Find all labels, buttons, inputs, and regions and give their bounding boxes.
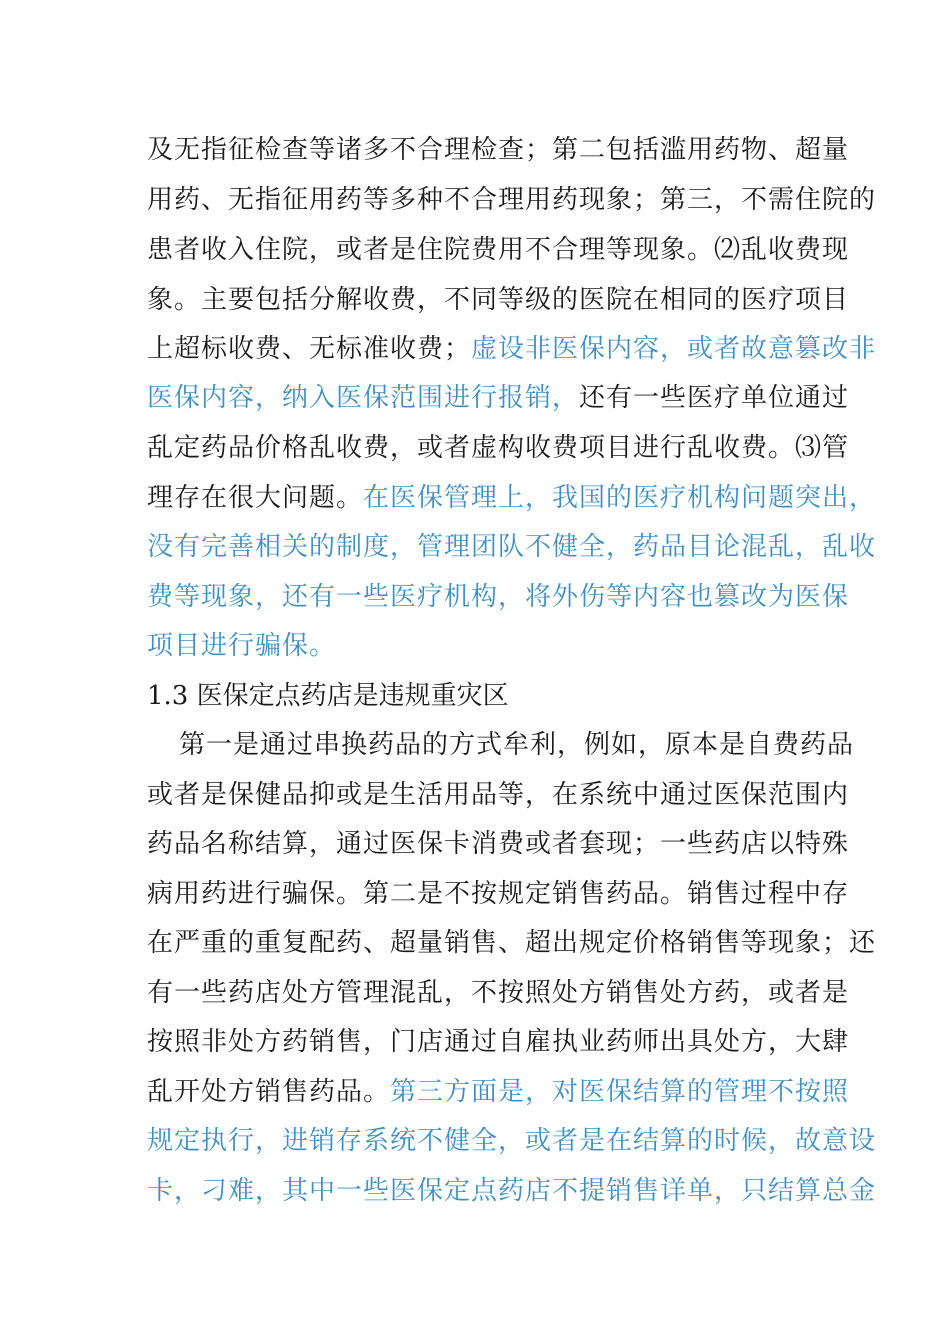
text-segment: 用药、无指征用药等多种不合理用药现象；第三，不需住院的 [147, 185, 877, 215]
highlighted-text-segment: 在医保管理上，我国的医疗机构问题突出， [363, 483, 877, 513]
text-line-19 [147, 1017, 850, 1067]
text-segment: 乱定药品价格乱收费，或者虚构收费项目进行乱收费。⑶管 [147, 433, 850, 463]
text-line-9 [147, 522, 877, 572]
text-segment: 在严重的重复配药、超量销售、超出规定价格销售等现象；还 [147, 928, 877, 958]
text-line-1 [147, 125, 850, 175]
text-line-17 [147, 918, 877, 968]
text-line-18 [147, 968, 850, 1018]
text-segment: 或者是保健品抑或是生活用品等，在系统中通过医保范围内 [147, 780, 850, 810]
highlighted-text-segment: 卡，刁难，其中一些医保定点药店不提销售详单，只结算总金 [147, 1176, 877, 1206]
highlighted-text-segment: 第三方面是，对医保结算的管理不按照 [390, 1077, 850, 1107]
section-heading-text: 1.3 医保定点药店是违规重灾区 [147, 681, 509, 711]
highlighted-text-segment: 规定执行，进销存系统不健全，或者是在结算的时候，故意设 [147, 1126, 877, 1156]
text-segment: 象。主要包括分解收费，不同等级的医院在相同的医疗项目 [147, 285, 850, 315]
text-line-22 [147, 1166, 877, 1216]
text-segment: 药品名称结算，通过医保卡消费或者套现；一些药店以特殊 [147, 829, 850, 859]
text-segment: 病用药进行骗保。第二是不按规定销售药品。销售过程中存 [147, 879, 850, 909]
text-line-6 [147, 373, 850, 423]
text-segment: 还有一些医疗单位通过 [579, 383, 850, 413]
text-line-20 [147, 1067, 850, 1117]
text-segment: 乱开处方销售药品。 [147, 1077, 391, 1107]
text-segment: 及无指征检查等诸多不合理检查；第二包括滥用药物、超量 [147, 135, 850, 165]
text-line-7 [147, 423, 850, 473]
text-line-10 [147, 572, 850, 622]
highlighted-text-segment: 项目进行骗保。 [147, 631, 337, 661]
text-line-21 [147, 1116, 877, 1166]
text-line-2 [147, 175, 877, 225]
text-line-4 [147, 275, 850, 325]
text-line-11 [147, 621, 807, 671]
highlighted-text-segment: 医保内容，纳入医保范围进行报销， [147, 383, 580, 413]
text-line-16 [147, 869, 850, 919]
text-segment: 按照非处方药销售，门店通过自雇执业药师出具处方，大肆 [147, 1027, 850, 1057]
text-line-5 [147, 324, 877, 374]
highlighted-text-segment: 费等现象，还有一些医疗机构，将外伤等内容也篡改为医保 [147, 582, 850, 612]
text-line-14 [147, 770, 850, 820]
text-segment: 理存在很大问题。 [147, 483, 364, 513]
text-segment: 有一些药店处方管理混乱，不按照处方销售处方药，或者是 [147, 978, 850, 1008]
text-segment: 上超标收费、无标准收费； [147, 334, 472, 364]
text-line-3 [147, 225, 850, 275]
section-heading [147, 671, 807, 721]
text-segment: 第一是通过串换药品的方式牟利，例如，原本是自费药品 [179, 730, 855, 760]
text-line-13 [179, 720, 855, 770]
text-segment: 患者收入住院，或者是住院费用不合理等现象。⑵乱收费现 [147, 235, 850, 265]
highlighted-text-segment: 没有完善相关的制度，管理团队不健全，药品目论混乱，乱收 [147, 532, 877, 562]
highlighted-text-segment: 虚设非医保内容，或者故意篡改非 [471, 334, 877, 364]
text-line-15 [147, 819, 850, 869]
text-line-8 [147, 473, 877, 523]
